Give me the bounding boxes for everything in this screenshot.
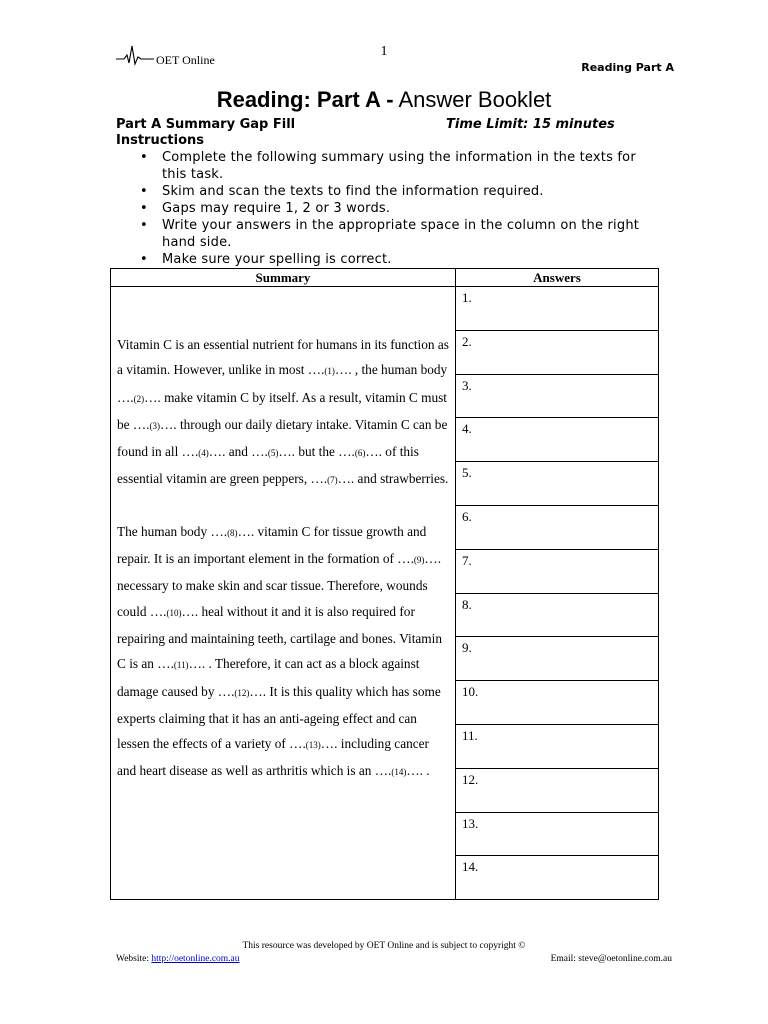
task-subtitle: Part A Summary Gap Fill — [116, 117, 296, 132]
summary-text-run: and — [225, 444, 252, 460]
answer-cell-8[interactable] — [456, 593, 659, 637]
gap-dots: …. — [149, 603, 167, 619]
summary-text-run: but the — [295, 444, 339, 460]
summary-paragraph-1 — [117, 332, 449, 494]
gap-dots: …. — [334, 362, 352, 378]
gap-dots: …. — [188, 656, 206, 672]
summary-text-run: The human body — [117, 523, 211, 539]
gap-7-marker: (7) — [327, 475, 338, 486]
gap-dots: …. — [406, 763, 423, 779]
summary-paragraph-2 — [117, 519, 449, 786]
header-section-label: Reading Part A — [581, 61, 674, 74]
logo-text: OET Online — [156, 53, 215, 67]
gap-dots: …. — [117, 389, 134, 405]
gap-dots: …. — [157, 656, 174, 672]
instructions-list — [140, 149, 660, 268]
summary-text-run: . Therefore, it can act as a block against damage caused by — [117, 656, 420, 699]
summary-text-run: heal without it and it is also required for repairing and maintaining teeth, cartilage and bones. Vitamin C is an — [117, 603, 442, 672]
answer-cell-5[interactable] — [456, 462, 659, 506]
title-bold: Reading: Part A - — [216, 87, 394, 112]
gap-3-marker: (3) — [149, 420, 160, 431]
answer-number: 3. — [462, 377, 472, 393]
summary-text-run: It is this quality which has some experts claiming that it has an anti-ageing effect and can lessen the effects of a variety of — [117, 683, 441, 752]
gap-dots: …. — [210, 523, 228, 539]
gap-dots: …. — [320, 736, 338, 752]
answer-cell-2[interactable] — [456, 330, 659, 374]
answer-cell-7[interactable] — [456, 549, 659, 593]
instruction-item: • Gaps may require 1, 2 or 3 words. — [140, 200, 660, 217]
answer-cell-1[interactable] — [456, 287, 659, 331]
instruction-item: • Make sure your spelling is correct. — [140, 251, 660, 268]
answer-cell-6[interactable] — [456, 505, 659, 549]
answer-number: 10. — [462, 684, 479, 700]
answer-number: 6. — [462, 508, 472, 524]
gap-12-marker: (12) — [234, 687, 250, 698]
gap-dots: …. — [365, 444, 382, 460]
title-normal: Answer Booklet — [398, 87, 552, 112]
gap-dots: …. — [278, 444, 295, 460]
answer-number: 4. — [462, 421, 472, 437]
gap-9-marker: (9) — [413, 555, 425, 566]
gap-8-marker: (8) — [227, 527, 238, 538]
summary-text-run: necessary to make skin and scar tissue. Therefore, wounds could — [117, 578, 428, 619]
summary-text-run: and strawberries. — [354, 471, 449, 487]
answer-number: 5. — [462, 465, 472, 481]
answer-cell-14[interactable] — [456, 856, 659, 900]
gap-4-marker: (4) — [198, 448, 209, 459]
answer-cell-10[interactable] — [456, 681, 659, 725]
summary-column-header: Summary — [111, 269, 456, 287]
answer-number: 11. — [462, 727, 478, 743]
gap-dots: …. — [337, 471, 355, 487]
gap-dots: …. — [160, 416, 177, 432]
answer-cell-4[interactable] — [456, 418, 659, 462]
footer-email: Email: steve@oetonline.com.au — [550, 954, 672, 964]
summary-text-run: Vitamin C is an essential nutrient for humans in its function as a vitamin. However, unlike in most — [117, 337, 449, 378]
summary-text-run: make vitamin C by itself. As a result, vitamin C must be — [117, 389, 447, 432]
gap-dots: …. — [307, 362, 325, 378]
copyright-notice: This resource was developed by OET Online and is subject to copyright © — [242, 941, 526, 951]
answer-cell-3[interactable] — [456, 374, 659, 418]
gap-dots: …. — [181, 444, 199, 460]
answer-cell-12[interactable] — [456, 768, 659, 812]
gap-dots: …. — [424, 551, 442, 567]
instructions-heading: Instructions — [116, 133, 205, 148]
gap-dots: …. — [217, 683, 235, 699]
gap-dots: …. — [181, 603, 199, 619]
answer-number: 2. — [462, 333, 472, 349]
gap-dots: …. — [289, 736, 306, 752]
answer-cell-9[interactable] — [456, 637, 659, 681]
gap-dots: …. — [144, 389, 161, 405]
heartbeat-icon — [116, 46, 154, 64]
gap-dots: …. — [374, 763, 392, 779]
answer-table — [110, 268, 659, 900]
summary-text-run: . — [422, 763, 430, 779]
answer-cell-13[interactable] — [456, 812, 659, 856]
instruction-item: • Write your answers in the appropriate space in the column on the right hand side. — [140, 217, 660, 251]
gap-1-marker: (1) — [324, 366, 335, 377]
summary-text-run: vitamin C for tissue growth and repair. It is an important element in the formation of — [117, 523, 427, 567]
answers-column-header: Answers — [456, 269, 659, 287]
answer-number: 14. — [462, 859, 479, 875]
answer-cell-11[interactable] — [456, 724, 659, 768]
gap-dots: …. — [310, 471, 328, 487]
answer-number: 8. — [462, 596, 472, 612]
gap-5-marker: (5) — [267, 448, 279, 459]
page-number: 1 — [380, 44, 388, 59]
gap-dots: …. — [249, 683, 267, 699]
gap-dots: …. — [208, 444, 226, 460]
summary-text-run: , the human body — [351, 362, 448, 378]
gap-14-marker: (14) — [391, 767, 407, 778]
time-limit: Time Limit: 15 minutes — [446, 117, 615, 132]
answer-number: 13. — [462, 815, 479, 831]
gap-dots: …. — [132, 416, 150, 432]
answer-number: 9. — [462, 640, 472, 656]
gap-10-marker: (10) — [166, 607, 182, 618]
gap-2-marker: (2) — [133, 393, 145, 404]
summary-cell — [111, 287, 456, 900]
instruction-item: • Skim and scan the texts to find the information required. — [140, 183, 660, 200]
summary-text — [111, 287, 455, 786]
answer-number: 12. — [462, 771, 479, 787]
gap-6-marker: (6) — [354, 448, 366, 459]
page-title — [0, 87, 768, 113]
answer-number: 7. — [462, 552, 472, 568]
footer-website — [116, 954, 240, 964]
summary-text-run: of this essential vitamin are green peppers, — [117, 444, 419, 487]
gap-dots: …. — [251, 444, 268, 460]
summary-text-run: through our daily dietary intake. Vitamin C can be found in all — [117, 416, 448, 460]
summary-text-run: including cancer and heart disease as well as arthritis which is an — [117, 736, 429, 779]
gap-13-marker: (13) — [305, 740, 321, 751]
website-link[interactable]: http://oetonline.com.au — [151, 954, 240, 964]
instruction-item: • Complete the following summary using the information in the texts for this task. — [140, 149, 660, 183]
gap-dots: …. — [237, 523, 255, 539]
gap-dots: …. — [338, 444, 355, 460]
gap-dots: …. — [397, 551, 414, 567]
answer-number: 1. — [462, 290, 472, 305]
website-label: Website: — [116, 954, 152, 964]
gap-11-marker: (11) — [173, 660, 189, 671]
